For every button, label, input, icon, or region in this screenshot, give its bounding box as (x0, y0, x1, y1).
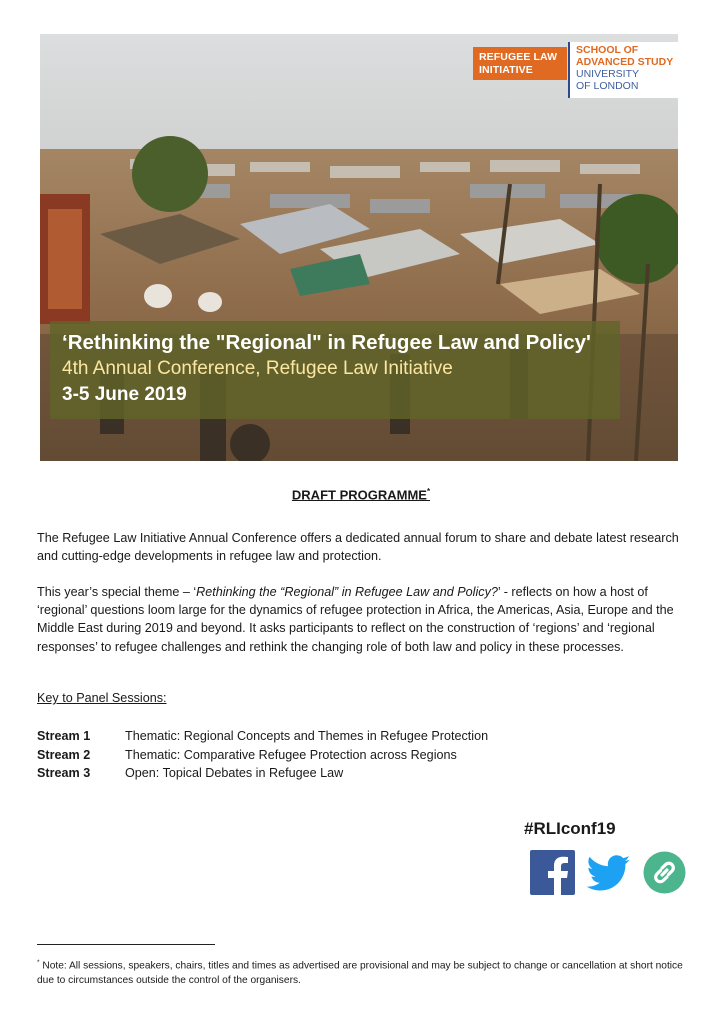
streams-list (37, 727, 488, 783)
stream-label: Stream 2 (37, 747, 91, 762)
facebook-icon[interactable] (530, 850, 575, 895)
footnote-divider (37, 944, 215, 945)
stream-label: Stream 3 (37, 766, 91, 780)
stream-description: Thematic: Regional Concepts and Themes in Refugee Protection (125, 729, 489, 743)
conference-title: ‘Rethinking the "Regional" in Refugee Law and Policy' (62, 331, 591, 354)
theme-paragraph: This year’s special theme – ‘Rethinking the “Regional” in Refugee Law and Policy?’ - reflects on how a host of ‘regional’ questions loom large for the dynamics of refugee protection in Africa, the Americas, Asia, Europe and the Middle East during 2019 and beyond. It asks participants to reflect on the construction of ‘regions’ and ‘regional responses’ to refugee challenges and rethink the changing role of both law and policy in these processes. (37, 585, 674, 654)
conference-hashtag: #RLIconf19 (524, 819, 616, 838)
social-icons (530, 850, 687, 895)
hero-banner-photo (40, 34, 678, 461)
key-to-panel-sessions-title: Key to Panel Sessions: (37, 691, 167, 705)
link-icon[interactable] (642, 850, 687, 895)
stream-description: Open: Topical Debates in Refugee Law (125, 766, 344, 780)
stream-label: Stream 1 (37, 729, 91, 743)
conference-dates: 3-5 June 2019 (62, 384, 187, 405)
conference-title-banner (50, 321, 620, 419)
intro-paragraph: The Refugee Law Initiative Annual Conference offers a dedicated annual forum to share and debate latest research and cutting-edge developments in refugee law and protection. (37, 531, 679, 564)
stream-row (37, 746, 488, 765)
rli-logo: REFUGEE LAW INITIATIVE (473, 47, 567, 80)
page-heading: DRAFT PROGRAMME* (291, 487, 431, 503)
conference-subtitle: 4th Annual Conference, Refugee Law Initiative (62, 358, 453, 379)
footnote-marker: * (426, 487, 431, 496)
stream-description: Thematic: Comparative Refugee Protection across Regions (125, 747, 457, 762)
stream-row (37, 764, 488, 783)
footnote: * Note: All sessions, speakers, chairs, titles and times as advertised are provisional and may be subject to change or cancellation at short notice due to circumstances outside the control of the organisers. (37, 959, 683, 987)
school-of-advanced-study-logo: SCHOOL OF ADVANCED STUDY UNIVERSITY OF LONDON (568, 42, 678, 98)
stream-row (37, 727, 488, 746)
twitter-icon[interactable] (586, 850, 631, 895)
